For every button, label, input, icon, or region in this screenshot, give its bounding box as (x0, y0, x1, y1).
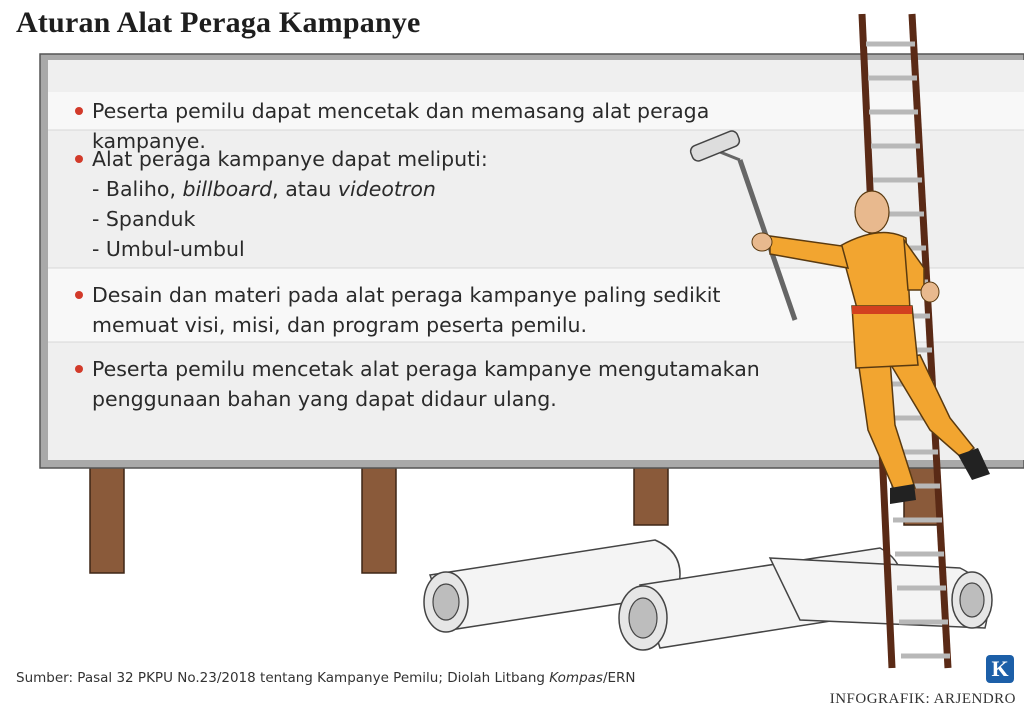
bullet-text: Desain dan materi pada alat peraga kampanye paling sedikit (92, 283, 721, 307)
credit: INFOGRAFIK: ARJENDRO (829, 691, 1016, 707)
bullet-dot-icon (75, 365, 83, 373)
list-item (72, 354, 760, 414)
source-emphasis: Kompas (549, 670, 603, 686)
billboard-post (90, 465, 124, 573)
bullet-dot-icon (75, 107, 83, 115)
bullet-dot-icon (75, 155, 83, 163)
page-title: Aturan Alat Peraga Kampanye (16, 6, 421, 39)
bullet-text: Peserta pemilu mencetak alat peraga kampanye mengutamakan (92, 357, 760, 381)
source-text: Sumber: Pasal 32 PKPU No.23/2018 tentang Kampanye Pemilu; Diolah Litbang (16, 670, 550, 686)
sub-item-text: - Baliho, (92, 177, 183, 201)
list-item (72, 144, 488, 264)
list-item (72, 280, 720, 340)
sub-item-text: , atau (272, 177, 338, 201)
rolled-banner-right (770, 558, 992, 628)
source-note (16, 670, 636, 686)
bullet-text: Peserta pemilu dapat mencetak dan memasang alat peraga kampanye. (92, 99, 710, 153)
sub-item: - Umbul-umbul (92, 237, 245, 261)
bullet-text: penggunaan bahan yang dapat didaur ulang. (92, 387, 557, 411)
sub-item-emphasis: billboard (182, 177, 273, 201)
source-text: /ERN (602, 670, 636, 686)
sub-item: - Spanduk (92, 207, 196, 231)
kompas-logo: K (986, 655, 1014, 683)
sub-item (92, 174, 488, 204)
bullet-text: Alat peraga kampanye dapat meliputi: (92, 147, 488, 171)
billboard-post (634, 465, 668, 525)
bullet-text: memuat visi, misi, dan program peserta pemilu. (92, 313, 588, 337)
bullet-dot-icon (75, 291, 83, 299)
billboard-post (362, 465, 396, 573)
sub-item-emphasis: videotron (337, 177, 436, 201)
